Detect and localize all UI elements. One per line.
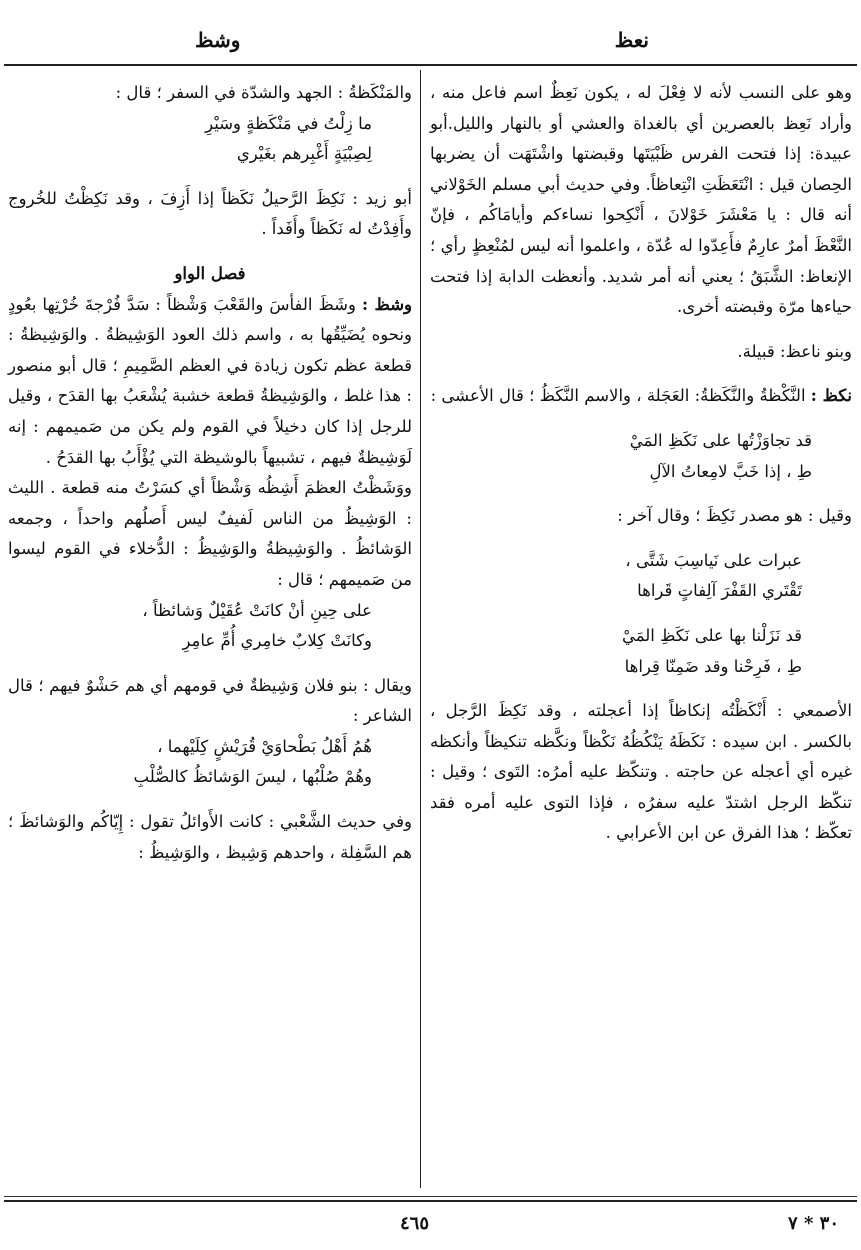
bottom-rule — [4, 1196, 857, 1197]
verse-line: لِصِبْيَةٍ أَغْبِرهم بغَيْري — [236, 144, 372, 164]
paragraph: ووَشَظْتُ العظمَ أَشِظُه وَشْظاً أي كسَرْتُ منه قطعة . الليث : الوَشِيظُ من الناس لَفيفٌ ليس أَصلُهم واحداً ، وجمعه الوَشائظُ . والوَشِيظةُ والوَشِيظُ : الدُّخلاء في القوم ليسوا من صَميمهم ؛ قال : — [8, 478, 412, 589]
entry-text: النَّكْظةُ والنَّكَظةُ: العَجَلة ، والاسم النَّكَظُ ؛ قال الأعشى : — [430, 386, 806, 406]
left-column — [8, 78, 412, 868]
verse-line: عبرات على نَياسِبَ شَتَّى ، — [625, 550, 802, 570]
verse-line: تَقْتَري القَفْرَ آلِفاتٍ قَراها — [637, 581, 802, 601]
header-left-word: وشظ — [195, 28, 241, 52]
paragraph: وبنو ناعظ: قبيلة. — [737, 341, 852, 361]
section-title: فصل الواو — [174, 263, 246, 283]
right-column — [430, 78, 852, 849]
paragraph: وفي حديث الشَّعْبي : كانت الأَوائلُ تقول : إِيّاكُم والوَشائظَ ؛ هم السَّفِلة ، واحدهم وَشِيظ ، والوَشِيظُ : — [8, 812, 412, 862]
verse-line: قد نَزَلْنا بها على نَكَظِ المَيْ — [621, 625, 802, 645]
verse-line: طِ ، إذا خَبَّ لامِعاتُ الآلِ — [649, 461, 812, 481]
entry-headword: نكظ : — [810, 386, 852, 406]
paragraph: أبو زيد : نَكِظَ الرَّحيلُ نَكَظاً إذا أَزِفَ ، وقد نَكِظْتُ للخُروج وأَفِدْتُ له نَكَظاً وأَفَداً . — [8, 188, 412, 239]
page-number: ٤٦٥ — [400, 1213, 430, 1234]
verse-line: وهُمْ صُلْبُها ، ليسَ الوَشائظُ كالصُّلْبِ — [133, 767, 372, 787]
header-right-word: نعظ — [614, 28, 649, 52]
paragraph: ويقال : بنو فلان وَشِيظةٌ في قومهم أي هم حَشْوٌ فيهم ؛ قال الشاعر : — [8, 675, 412, 726]
top-rule — [4, 64, 857, 66]
column-divider — [420, 70, 421, 1188]
entry-wsz — [8, 290, 412, 474]
entry-nkz — [430, 381, 852, 412]
paragraph: وقيل : هو مصدر نَكِظَ ؛ وقال آخر : — [617, 506, 852, 526]
verse-line: وكانَتْ كِلابٌ خامِري أُمِّ عامِرِ — [182, 631, 372, 651]
bottom-rule-thick — [4, 1200, 857, 1202]
verse-line: على حِينِ أنْ كانَتْ عُقَيْلٌ وَشائظاً ، — [142, 600, 372, 620]
paragraph: الأصمعي : أَنْكَظْتُه إنكاظاً إذا أعجلته ، وقد نَكِظَ الرَّجل ، بالكسر . ابن سيده : نَكَظَهُ يَنْكُظُهُ نَكْظاً ونكَّظه تنكيظاً وأنكظه غيره أي أعجله عن حاجته . وتنكّظ عليه أمرُه: التَوى ؛ وقيل : تنكّظ الرجل اشتدّ عليه سفرُه ، فإذا التوى عليه أمره فقد تعكّظ ؛ هذا الفرق عن ابن الأعرابي . — [430, 701, 852, 843]
paragraph: والمَنْكَظةُ : الجهد والشدّة في السفر ؛ قال : — [115, 83, 412, 102]
signature-mark: ٣٠ * ٧ — [788, 1213, 839, 1234]
verse-line: هُمُ أَهْلُ بَطْحاوَيْ قُرَيْشٍ كِلَيْهما ، — [157, 736, 372, 756]
entry-headword: وشظ : — [361, 294, 413, 314]
verse-line: قد تجاوَزْتُها على نَكَظِ المَيْ — [629, 430, 812, 450]
paragraph: وهو على النسب لأنه لا فِعْلَ له ، يكون نَعِظٌ اسم فاعل منه ، وأراد نَعِظ بالعصرين أي بالغداة والعشي أو بالنهار والليل.أبو عبيدة: إذا فتحت الفرس ظَبْيَتَها وقبضتها واشْتَهَت أن يضربها الحِصان قيل : انْتَعَظَتِ انْتِعاظاً. وفي حديث أبي مسلم الخَوْلاني أنه قال : يا مَعْشَرَ خَوْلانَ ، أَنْكِحوا نساءكم وأيامَاكُم ، فإنّ النَّعْظَ أمرٌ عارِمٌ فأَعِدّوا له عُدّة ، واعلموا أنه ليس لمُنْعِظٍ رأي ؛ الإنعاظ: الشَّبَقُ ؛ يعني أنه أمر شديد. وأنعظت الدابة إذا فتحت حياءها مرّة وقبضته أخرى. — [430, 83, 852, 317]
verse-line: طِ ، فَرِحْنا وقد ضَمِنّا قِراها — [624, 656, 802, 676]
verse-line: ما زِلْتُ في مَنْكَظةٍ وسَيْرِ — [205, 113, 372, 133]
entry-text: وشَظَ الفأسَ والقَعْبَ وَشْظاً : سَدَّ فُرْجةَ خُرْتِها بعُودٍ ونحوه يُضَيِّقُها به ، واسم ذلك العود الوَشِيظةُ . والوَشِيظةُ : قطعة عظم تكون زيادة في العظم الصَّمِيمِ ؛ قال أبو منصور : هذا غلط ، والوَشِيظةُ قطعة خشبة يُشْعَبُ بها القدَح ، وقيل للرجل إذا كان دخيلاً في القوم ولم يكن من صَميمهم : إنه لَوَشِيظةٌ فيهم ، تشبيهاً بالوشيظة التي يُؤْأَبُ بها القدَحُ . — [8, 294, 412, 467]
